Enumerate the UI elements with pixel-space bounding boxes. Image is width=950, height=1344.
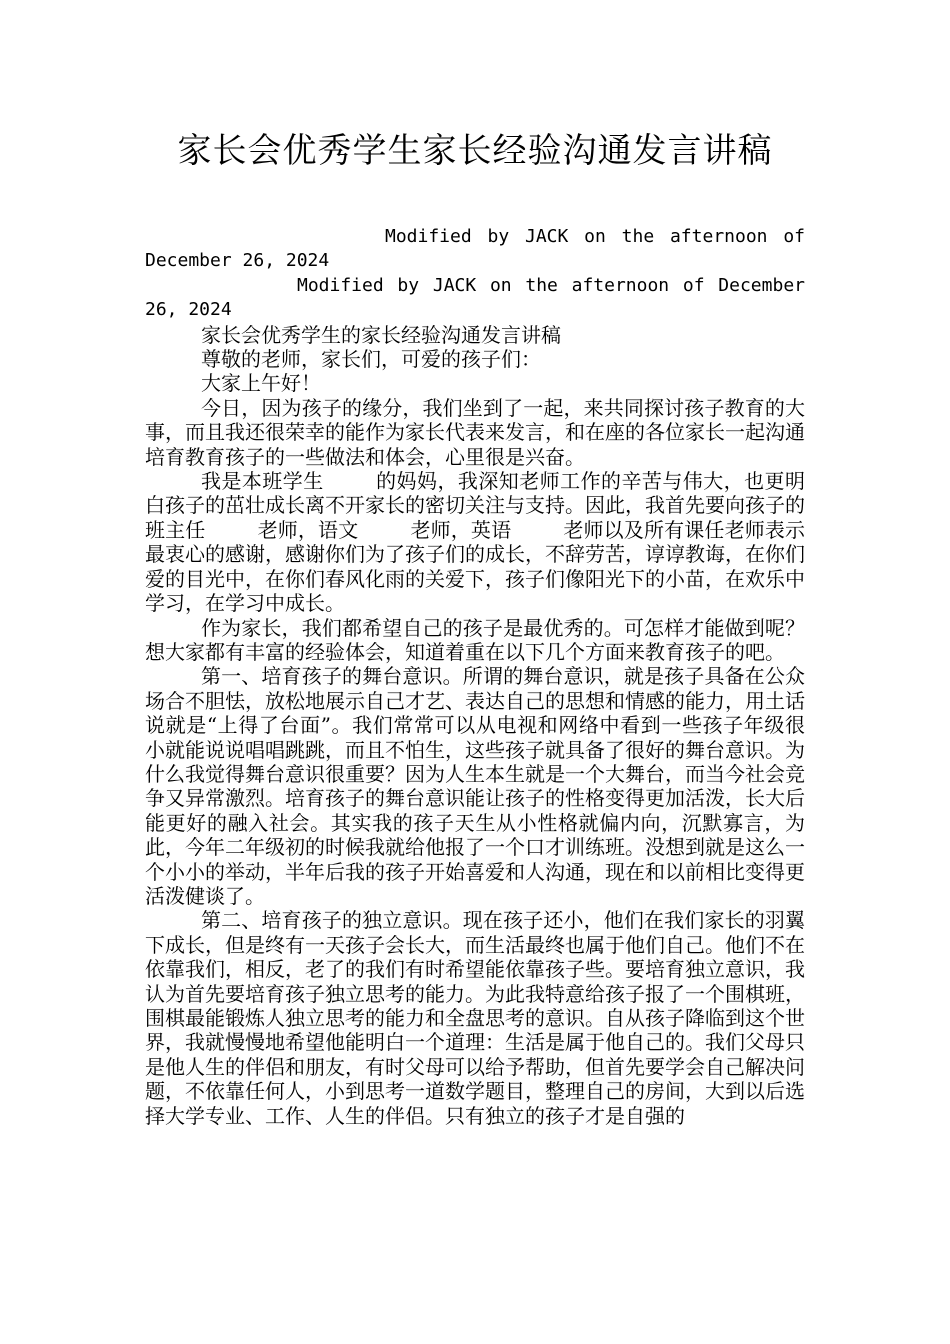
modified-note-1: Modified by JACK on the afternoon of December 26, 2024 <box>145 226 805 272</box>
greeting-line-1: 尊敬的老师，家长们，可爱的孩子们： <box>201 347 541 372</box>
modified-note-2: Modified by JACK on the afternoon of December 26, 2024 <box>145 274 805 321</box>
paragraph-4: 第一、培育孩子的舞台意识。所谓的舞台意识，就是孩子具备在公众场合不胆怯，放松地展示自己才艺、表达自己的思想和情感的能力，用土话说就是“上得了台面”。我们常常可以从电视和网络中看到一些孩子年级很小就能说说唱唱跳跳，而且不怕生，这些孩子就具备了很好的舞台意识。为什么我觉得舞台意识很重要？因为人生本生就是一个大舞台，而当今社会竞争又异常激烈。培育孩子的舞台意识能让孩子的性格变得更加活泼，长大后能更好的融入社会。其实我的孩子天生从小性格就偏内向，沉默寡言，为此，今年二年级初的时候我就给他报了一个口才训练班。没想到就是这么一个小小的举动，半年后我的孩子开始喜爱和人沟通，现在和以前相比变得更活泼健谈了。 <box>145 664 805 908</box>
speech-subtitle: 家长会优秀学生的家长经验沟通发言讲稿 <box>201 322 561 347</box>
paragraph-5: 第二、培育孩子的独立意识。现在孩子还小，他们在我们家长的羽翼下成长，但是终有一天孩子会长大，而生活最终也属于他们自己。他们不在依靠我们，相反，老了的我们有时希望能依靠孩子些。要培育独立意识，我认为首先要培育孩子独立思考的能力。为此我特意给孩子报了一个围棋班，围棋最能锻炼人独立思考的能力和全盘思考的意识。自从孩子降临到这个世界，我就慢慢地希望他能明白一个道理：生活是属于他自己的。我们父母只是他人生的伴侣和朋友，有时父母可以给予帮助，但首先要学会自己解决问题，不依靠任何人，小到思考一道数学题目，整理自己的房间，大到以后选择大学专业、工作、人生的伴侣。只有独立的孩子才是自强的 <box>145 908 805 1128</box>
document-title: 家长会优秀学生家长经验沟通发言讲稿 <box>177 131 773 171</box>
paragraph-2-part-b: 的妈妈，我深知老师工作的辛苦与伟大，也更明白孩子的茁壮成长离不开家长的密切关注与支持。因此，我首先要向孩子的班主任 <box>145 469 806 542</box>
paragraph-2 <box>145 469 805 615</box>
paragraph-2-part-d: 老师，英语 <box>410 517 512 542</box>
greeting-line-2: 大家上午好！ <box>201 371 321 396</box>
paragraph-2-part-a: 我是本班学生 <box>201 469 324 494</box>
document-body <box>145 225 805 1128</box>
paragraph-3: 作为家长，我们都希望自己的孩子是最优秀的。可怎样才能做到呢？想大家都有丰富的经验体会，知道着重在以下几个方面来教育孩子的吧。 <box>145 615 805 664</box>
paragraph-1: 今日，因为孩子的缘分，我们坐到了一起，来共同探讨孩子教育的大事，而且我还很荣幸的能作为家长代表来发言，和在座的各位家长一起沟通培育教育孩子的一些做法和体会，心里很是兴奋。 <box>145 395 805 469</box>
paragraph-2-part-c: 老师，语文 <box>257 517 359 542</box>
paragraph-2-part-e: 老师以及所有课任老师表示最衷心的感谢，感谢你们为了孩子们的成长，不辞劳苦，谆谆教诲，在你们爱的目光中，在你们春风化雨的关爱下，孩子们像阳光下的小苗，在欢乐中学习，在学习中成长。 <box>145 517 806 616</box>
